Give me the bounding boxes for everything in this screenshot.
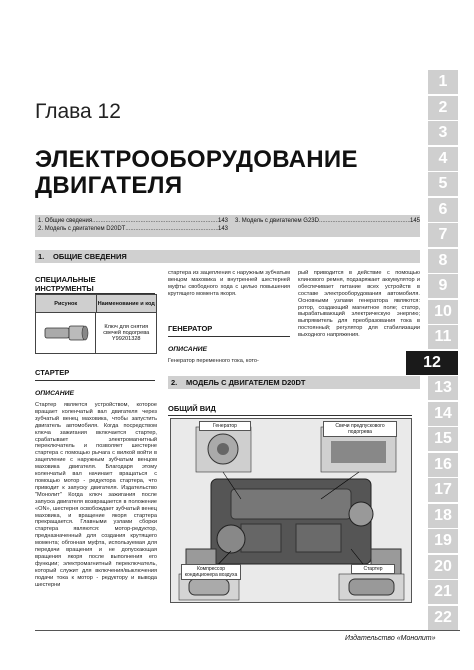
chapter-tab-13[interactable]: 13 [428, 376, 458, 400]
footer-divider [35, 630, 460, 631]
starter-text: Стартер является устройством, которое вращает коленчатый вал двигателя через зубчатый венец маховика, чтобы запустить двигатель автомобиля. Когда посредством ключа зажигания включается стартер, срабатывает электромагнитный переключатель и позволяет шестерне стартера с помощью рычага с вилкой войти в зацепление с наружным зубчатым венцом маховика двигателя. Благодаря этому коленчатый вал начинает вращаться с помощью мотор - редуктора стартера, что приводит к запуску двигателя. Издательство "Монолит" Когда ключ зажигания после запуска двигателя возвращается в положение «ON», шестерня освобождает зубчатый венец маховика, и вращение якоря стартера прекращается. Главными узлами сборки стартера являются: мотор-редуктор, предназначенный для создания крутящего момента; обгонная муфта, используемая для передачи вращения и не допускающая вращения якоря после выполнения его функции; электромагнитный переключатель, который служит для включения/выключения подачи тока к мотор - редуктору и вывода шестерни [35, 402, 157, 588]
chapter-tab-4[interactable]: 4 [428, 147, 458, 171]
label-generator: Генератор [199, 421, 251, 431]
chapter-tab-1[interactable]: 1 [428, 70, 458, 94]
chapter-tab-16[interactable]: 16 [428, 453, 458, 477]
chapter-tab-14[interactable]: 14 [428, 402, 458, 426]
divider [35, 380, 155, 381]
label-glow-plugs: Свечи предпускового подогрева [323, 421, 397, 437]
chapter-title: ЭЛЕКТРООБОРУДОВАНИЕ ДВИГАТЕЛЯ [35, 146, 358, 199]
section-heading-general: 1. ОБЩИЕ СВЕДЕНИЯ [35, 250, 420, 263]
tool-picture [36, 313, 96, 353]
general-view-heading: ОБЩИЙ ВИД [168, 404, 216, 413]
chapter-tab-10[interactable]: 10 [428, 300, 458, 324]
chapter-tab-22[interactable]: 22 [428, 606, 458, 630]
starter-description-label: ОПИСАНИЕ [35, 390, 75, 397]
chapter-number: Глава 12 [35, 100, 121, 123]
chapter-tab-7[interactable]: 7 [428, 223, 458, 247]
chapter-tab-2[interactable]: 2 [428, 96, 458, 120]
chapter-tab-18[interactable]: 18 [428, 504, 458, 528]
publisher-footer: Издательство «Монолит» [345, 635, 436, 642]
toc-item[interactable]: 1. Общие сведения ..... 143 [38, 217, 228, 225]
starter-heading: СТАРТЕР [35, 368, 70, 377]
toc-item[interactable]: 2. Модель с двигателем D20DT ..... 143 [38, 225, 228, 233]
chapter-tab-3[interactable]: 3 [428, 121, 458, 145]
chapter-tab-19[interactable]: 19 [428, 529, 458, 553]
chapter-tab-9[interactable]: 9 [428, 274, 458, 298]
engine-bay-figure [170, 418, 412, 603]
special-tools-heading: СПЕЦИАЛЬНЫЕ ИНСТРУМЕНТЫ [35, 275, 96, 293]
generator-text-continued: рый приводится в действие с помощью клинового ремня, подзаряжает аккумулятор и обеспечивает питание всех устройств в составе электрооборудования автомобиля. Основными узлами генератора являются: ротор, создающий магнитное поле; статор, вырабатывающий электрическую энергию; выпрямитель для преобразования тока в постоянный; регулятор для стабилизации выходного напряжения. [298, 270, 420, 339]
divider [168, 336, 290, 337]
section-heading-d20dt: 2. МОДЕЛЬ С ДВИГАТЕЛЕМ D20DT [168, 376, 420, 389]
divider [168, 415, 412, 416]
table-of-contents [35, 215, 420, 237]
table-header [36, 295, 156, 312]
generator-text: Генератор переменного тока, кото- [168, 358, 259, 364]
table-header-cell: Наименование и код [97, 300, 155, 307]
label-compressor: Компрессор кондиционера воздуха [181, 564, 241, 580]
starter-text-continued: стартера из зацепления с наружным зубчатым венцом маховика и внутренней шестерней муфты свободного хода с целью повышения крутящего момента якоря. [168, 270, 290, 297]
chapter-tab-21[interactable]: 21 [428, 580, 458, 604]
tool-name: Ключ для снятия свечей подогрева Y99201328 [103, 324, 150, 342]
chapter-tab-20[interactable]: 20 [428, 555, 458, 579]
generator-description-label: ОПИСАНИЕ [168, 346, 208, 353]
chapter-tab-5[interactable]: 5 [428, 172, 458, 196]
toc-item[interactable]: 3. Модель с двигателем G23D ..... 145 [235, 217, 420, 225]
table-header-cell: Рисунок [36, 295, 97, 312]
chapter-tab-15[interactable]: 15 [428, 427, 458, 451]
label-starter: Стартер [351, 564, 395, 574]
generator-heading: ГЕНЕРАТОР [168, 324, 213, 333]
chapter-tab-6[interactable]: 6 [428, 198, 458, 222]
glow-plug-wrench-icon [41, 320, 91, 346]
chapter-tab-8[interactable]: 8 [428, 249, 458, 273]
tools-table [35, 294, 157, 354]
chapter-tab-17[interactable]: 17 [428, 478, 458, 502]
chapter-tab-11[interactable]: 11 [428, 325, 458, 349]
chapter-tab-12[interactable]: 12 [406, 351, 458, 375]
table-row [36, 312, 156, 353]
